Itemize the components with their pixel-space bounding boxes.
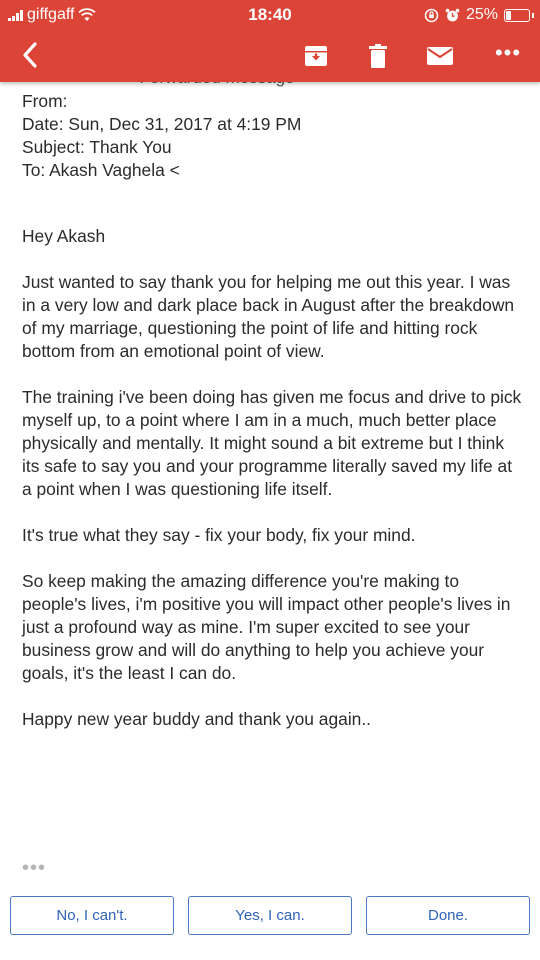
date-line: Date: Sun, Dec 31, 2017 at 4:19 PM [22, 114, 302, 134]
battery-icon [504, 9, 530, 22]
paragraph: It's true what they say - fix your body, fix your mind. [22, 525, 416, 545]
paragraph: Just wanted to say thank you for helping me out this year. I was in a very low and dark place back in August after the breakdown of my marriage, questioning the point of life and hitting rock bottom from an emotional point of view. [22, 272, 515, 361]
email-body [22, 225, 522, 731]
show-trimmed-content-button[interactable]: ••• [22, 857, 47, 879]
carrier-name: giffgaff [27, 6, 75, 23]
paragraph: So keep making the amazing difference you're making to people's lives, i'm positive you will impact other people's lives in just a profound way as mine. I'm super excited to see your business grow and will do anything to help you achieve your goals, it's the least I can do. [22, 571, 511, 683]
to-line: To: Akash Vaghela < [22, 160, 180, 180]
status-bar [0, 0, 540, 30]
alarm-icon [445, 8, 460, 23]
smart-reply-bar [10, 896, 530, 937]
smart-reply-no-button[interactable]: No, I can't. [10, 896, 174, 935]
subject-line: Subject: Thank You [22, 137, 172, 157]
toolbar [0, 32, 540, 80]
archive-icon[interactable] [301, 42, 331, 70]
greeting: Hey Akash [22, 226, 106, 246]
more-options-icon[interactable]: ••• [494, 40, 522, 65]
delete-icon[interactable] [363, 42, 393, 70]
email-header [22, 90, 522, 182]
clock: 18:40 [248, 5, 292, 24]
rotation-lock-icon [424, 8, 439, 23]
email-content [22, 66, 522, 731]
from-line: From: [22, 91, 68, 111]
app-bar [0, 0, 540, 82]
back-arrow-icon[interactable] [16, 40, 46, 70]
paragraph: Happy new year buddy and thank you again.. [22, 709, 372, 729]
paragraph: The training i've been doing has given me focus and drive to pick myself up, to a point where I am in a much, much better place physically and mentally. It might sound a bit extreme but I think its safe to say you and your programme literally saved my life at a point when I was questioning life itself. [22, 387, 522, 499]
mail-icon[interactable] [425, 42, 455, 70]
smart-reply-done-button[interactable]: Done. [366, 896, 530, 935]
smart-reply-yes-button[interactable]: Yes, I can. [188, 896, 352, 935]
battery-percentage: 25% [465, 6, 498, 23]
